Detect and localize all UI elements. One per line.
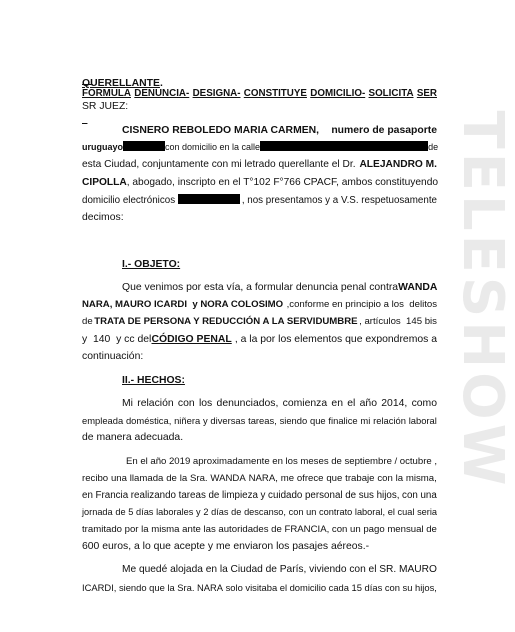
s2-p1-line-1: Mi relación con los denunciados, comienza en el año 2014, como	[122, 398, 437, 409]
redaction-box	[123, 141, 165, 151]
s1-line-3: de TRATA DE PERSONA Y REDUCCIÓN A LA SERVIDUMBRE , artículos 145 bis	[82, 316, 437, 327]
s2-p1-line-3: de manera adecuada.	[82, 432, 184, 443]
section-2-heading: II.- HECHOS:	[122, 375, 185, 386]
title-line-2: QUERELLANTE.	[82, 78, 163, 89]
intro-line-1: CISNERO REBOLEDO MARIA CARMEN, numero de pasaporte	[122, 125, 437, 136]
intro-line-2: uruguayo con domicilio en la calle de	[82, 142, 439, 152]
s1-line-1: Que venimos por esta vía, a formular denuncia penal contra WANDA	[122, 282, 438, 293]
s2-p2-line-2: recibo una llamada de la Sra. WANDA NARA, me ofrece que trabaje con la misma,	[82, 473, 437, 484]
intro-line-5: domicilio electrónicos , nos presentamos y a V.S. respetuosamente	[82, 195, 437, 206]
intro-line-4: CIPOLLA , abogado, inscripto en el T°102 F°766 CPACF, ambos constituyendo	[82, 177, 439, 188]
title-line-1: FORMULA DENUNCIA- DESIGNA- CONSTITUYE DOMICILIO- SOLICITA SER	[82, 88, 437, 99]
s2-p2-line-4: jornada de 5 días laborales y 2 días de descanso, con un contrato laboral, el cual seria	[82, 507, 437, 517]
s2-p2-line-3: en Francia realizando tareas de limpieza y cuidado personal de sus hijos, con una	[82, 490, 437, 501]
redaction-box	[178, 194, 240, 204]
s2-p2-line-1: En el año 2019 aproximadamente en los meses de septiembre / octubre ,	[126, 456, 437, 467]
s2-p2-line-5: tramitado por la misma ante las autoridades de FRANCIA, con un pago mensual de	[82, 524, 437, 535]
intro-line-6: decimos:	[82, 212, 124, 223]
s2-p3-line-1: Me quedé alojada en la Ciudad de París, viviendo con el SR. MAURO	[122, 564, 437, 575]
redaction-box	[260, 141, 428, 151]
s1-line-2: NARA, MAURO ICARDI y NORA COLOSIMO ,conforme en principio a los delitos	[82, 299, 437, 310]
watermark-text: TELESHOW	[450, 110, 515, 490]
intro-line-3: esta Ciudad, conjuntamente con mi letrado querellante el Dr. ALEJANDRO M.	[82, 159, 437, 170]
s1-line-4: y 140 y cc del CÓDIGO PENAL , a la por los elementos que expondremos a	[82, 334, 437, 345]
s2-p3-line-2: ICARDI, siendo que la Sra. NARA solo visitaba el domicilio cada 15 días con su hijos,	[82, 582, 437, 593]
s2-p1-line-2: empleada doméstica, niñera y diversas tareas, siendo que finalice mi relación laboral	[82, 415, 437, 426]
s1-line-5: continuación:	[82, 351, 144, 362]
salutation: SR JUEZ:	[82, 101, 129, 112]
section-1-heading: I.- OBJETO:	[122, 259, 181, 270]
s2-p2-line-6: 600 euros, a lo que acepte y me enviaron los pasajes aéreos.-	[82, 541, 370, 552]
